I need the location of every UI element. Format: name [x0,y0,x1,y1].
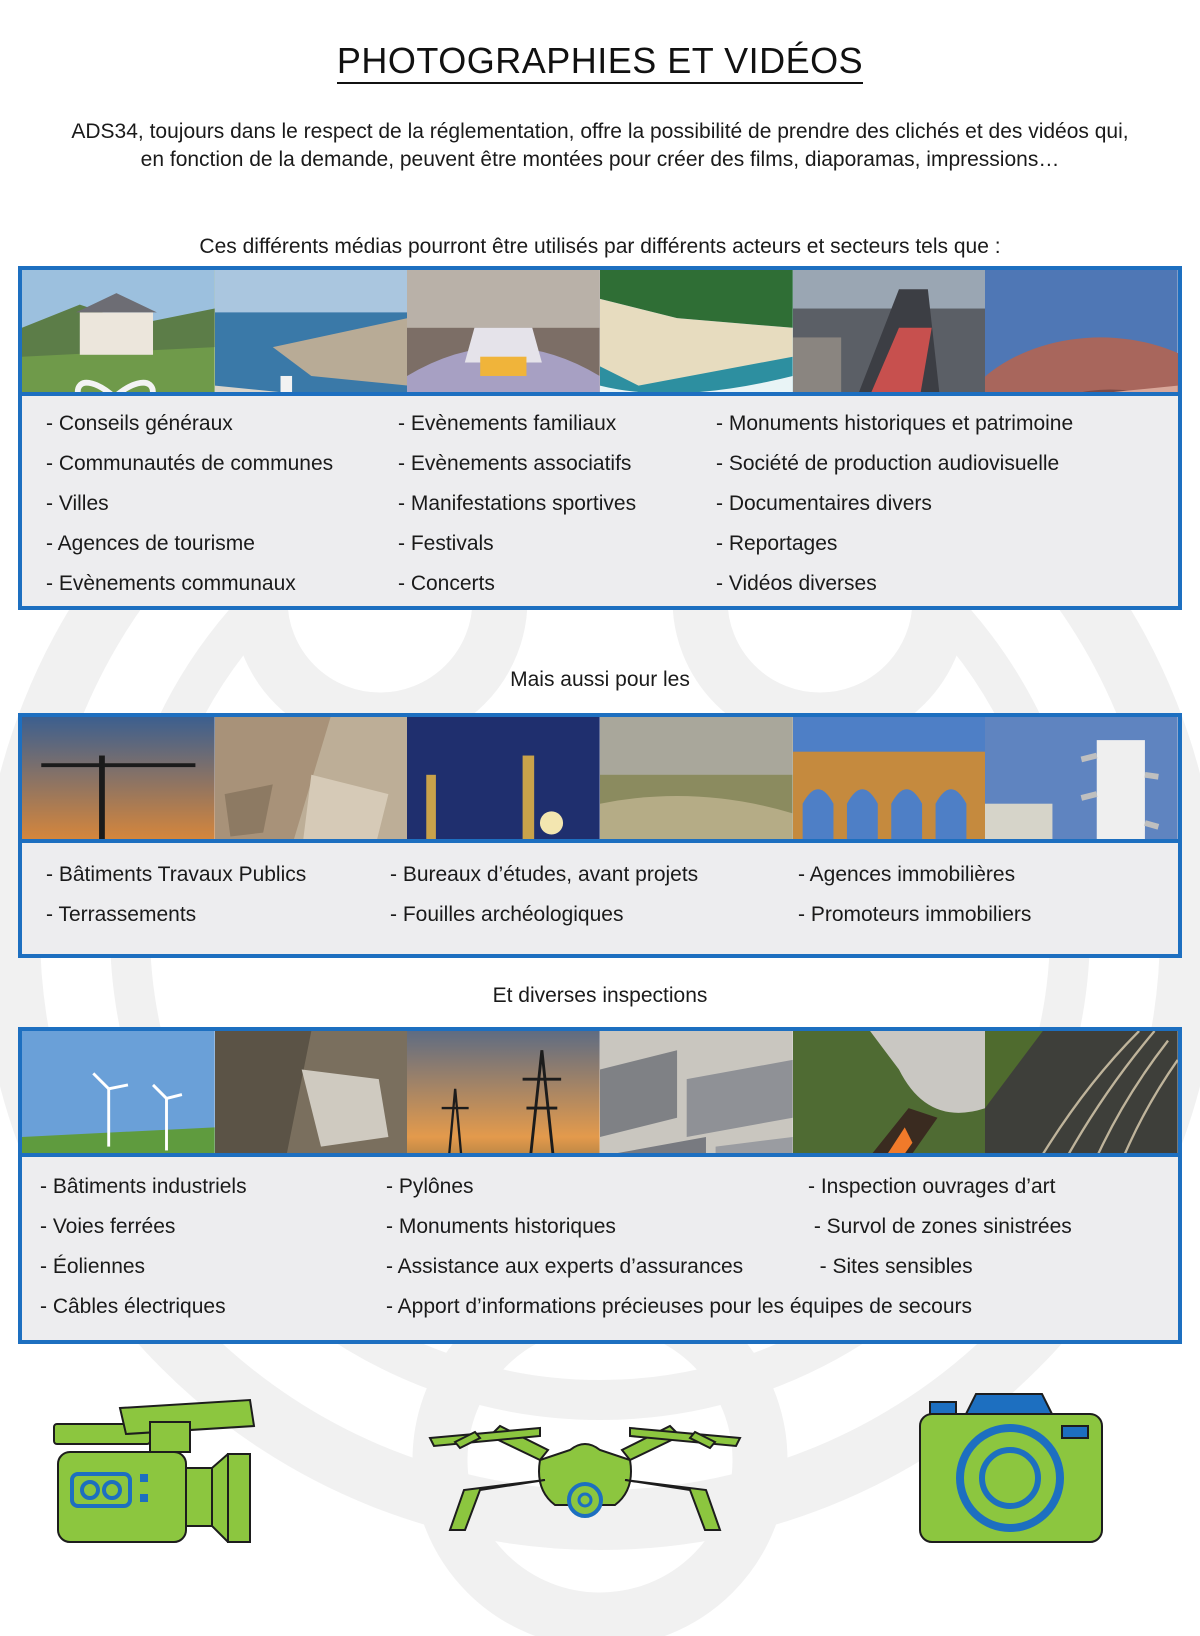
marathon-photo [793,270,986,392]
photo-banner [22,270,1178,396]
photo-banner [22,717,1178,843]
list-item: - Evènements communaux [46,572,296,595]
ruins-photo [215,1031,408,1153]
list-item: - Vidéos diverses [716,572,877,595]
page-title: PHOTOGRAPHIES ET VIDÉOS [0,40,1200,82]
wildfire-photo [793,1031,986,1153]
camcorder-icon [50,1390,260,1550]
list-item: - Agences de tourisme [46,532,255,555]
list-column-3 [808,1167,1072,1287]
crane-sunset-photo [22,717,215,839]
chateau-heart-photo [22,270,215,392]
list-item: - Sites sensibles [808,1255,973,1278]
wind-farm-photo [22,1031,215,1153]
list-item: - Pylônes [386,1175,474,1198]
tower-building-photo [985,717,1178,839]
list-item: - Voies ferrées [40,1215,176,1238]
industrial-night-photo [407,717,600,839]
list-column-1 [46,855,306,935]
list-item: - Monuments historiques [386,1215,616,1238]
list-column-1 [46,404,333,604]
list-item: - Reportages [716,532,838,555]
camera-icon [912,1388,1112,1548]
panel-actors [18,266,1182,610]
list-item: - Manifestations sportives [398,492,637,515]
intro-paragraph: ADS34, toujours dans le respect de la réglementation, offre la possibilité de prendre des clichés et des vidéos qui, en fonction de la demande, peuvent être montées pour créer des films, diaporamas, impressions… [71,120,1129,171]
panel-buildings [18,713,1182,958]
section-heading-inspections: Et diverses inspections [492,984,708,1007]
lead-sentence: Ces différents médias pourront être utilisés par différents acteurs et secteurs tels que : [199,235,1001,258]
pylons-photo [407,1031,600,1153]
flood-photo [600,717,793,839]
list-item: - Agences immobilières [798,863,1016,886]
list-item: - Bâtiments Travaux Publics [46,863,307,886]
section-heading-buildings: Mais aussi pour les [510,668,690,691]
list-item: - Inspection ouvrages d’art [808,1175,1056,1198]
list-item: - Promoteurs immobiliers [798,903,1032,926]
drone-icon [420,1380,750,1550]
list-item: - Villes [46,492,109,515]
list-item: - Société de production audiovisuelle [716,452,1060,475]
list-item: - Monuments historiques et patrimoine [716,412,1074,435]
list-item: - Bâtiments industriels [40,1175,247,1198]
list-column-2 [398,404,636,604]
list-item: - Câbles électriques [40,1295,226,1318]
rooftops-photo [600,1031,793,1153]
list-columns [22,1157,1178,1337]
list-item: - Apport d’informations précieuses pour les équipes de secours [386,1295,972,1318]
aqueduct-photo [793,717,986,839]
list-item: - Terrassements [46,903,197,926]
list-item: - Bureaux d’études, avant projets [390,863,699,886]
list-column-1 [40,1167,247,1327]
arena-photo [985,270,1178,392]
beach-photo [600,270,793,392]
list-item: - Éoliennes [40,1255,146,1278]
concert-stage-photo [407,270,600,392]
list-column-3 [716,404,1073,604]
list-item: - Assistance aux experts d’assurances [386,1255,744,1278]
list-item: - Survol de zones sinistrées [808,1215,1072,1238]
excavation-photo [215,717,408,839]
photo-banner [22,1031,1178,1157]
list-column-2 [390,855,698,935]
list-item: - Fouilles archéologiques [390,903,624,926]
harbor-photo [215,270,408,392]
list-column-3 [798,855,1031,935]
list-columns [22,396,1178,606]
list-item: - Communautés de communes [46,452,334,475]
list-item: - Evènements associatifs [398,452,632,475]
list-item: - Documentaires divers [716,492,932,515]
railway-photo [985,1031,1178,1153]
list-item: - Evènements familiaux [398,412,617,435]
list-item: - Conseils généraux [46,412,233,435]
panel-inspections [18,1027,1182,1344]
list-item: - Festivals [398,532,494,555]
list-item: - Concerts [398,572,495,595]
list-columns [22,843,1178,943]
